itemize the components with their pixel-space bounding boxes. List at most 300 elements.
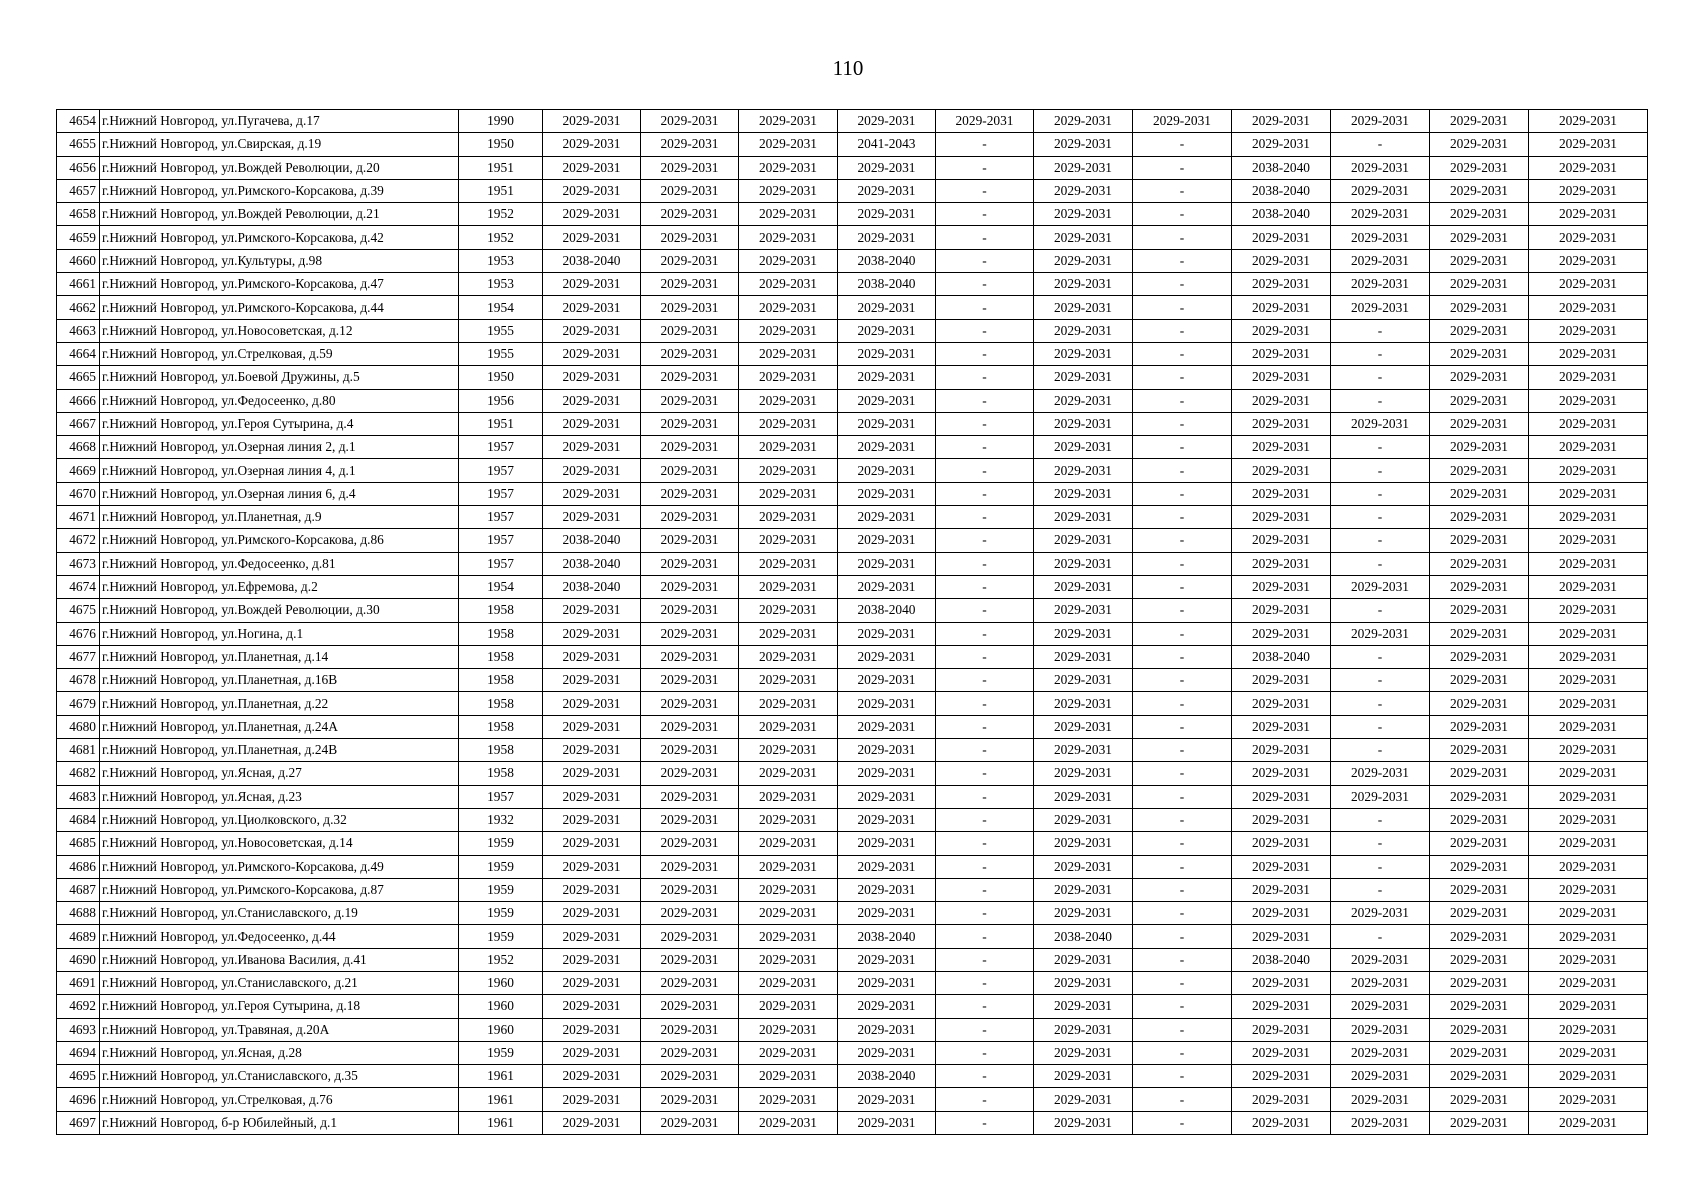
- period-cell-8: 2029-2031: [1232, 436, 1331, 459]
- period-cell-10: 2029-2031: [1430, 203, 1529, 226]
- table-row: [57, 203, 1648, 226]
- year-built-cell: 1950: [459, 133, 543, 156]
- period-cell-7: -: [1133, 529, 1232, 552]
- address-cell: г.Нижний Новгород, ул.Федосеенко, д.80: [100, 389, 459, 412]
- table-row: [57, 459, 1648, 482]
- period-cell-11: 2029-2031: [1529, 1088, 1648, 1111]
- period-cell-1: 2038-2040: [543, 552, 641, 575]
- period-cell-8: 2029-2031: [1232, 1088, 1331, 1111]
- address-cell: г.Нижний Новгород, ул.Федосеенко, д.44: [100, 925, 459, 948]
- period-cell-7: -: [1133, 715, 1232, 738]
- period-cell-8: 2029-2031: [1232, 785, 1331, 808]
- year-built-cell: 1958: [459, 739, 543, 762]
- period-cell-6: 2029-2031: [1034, 1018, 1133, 1041]
- period-cell-9: -: [1331, 389, 1430, 412]
- address-cell: г.Нижний Новгород, ул.Вождей Революции, д.20: [100, 156, 459, 179]
- period-cell-5: -: [936, 645, 1034, 668]
- period-cell-2: 2029-2031: [641, 296, 739, 319]
- period-cell-2: 2029-2031: [641, 1111, 739, 1134]
- year-built-cell: 1957: [459, 552, 543, 575]
- table-row: [57, 645, 1648, 668]
- period-cell-6: 2029-2031: [1034, 273, 1133, 296]
- period-cell-11: 2029-2031: [1529, 366, 1648, 389]
- period-cell-3: 2029-2031: [739, 948, 838, 971]
- period-cell-4: 2029-2031: [838, 110, 936, 133]
- period-cell-8: 2029-2031: [1232, 855, 1331, 878]
- row-number-cell: 4686: [57, 855, 100, 878]
- table-row: [57, 692, 1648, 715]
- row-number-cell: 4676: [57, 622, 100, 645]
- table-row: [57, 808, 1648, 831]
- period-cell-7: -: [1133, 156, 1232, 179]
- period-cell-6: 2029-2031: [1034, 249, 1133, 272]
- period-cell-7: -: [1133, 948, 1232, 971]
- period-cell-4: 2029-2031: [838, 436, 936, 459]
- period-cell-8: 2029-2031: [1232, 622, 1331, 645]
- period-cell-1: 2029-2031: [543, 762, 641, 785]
- period-cell-11: 2029-2031: [1529, 995, 1648, 1018]
- address-cell: г.Нижний Новгород, ул.Планетная, д.24А: [100, 715, 459, 738]
- period-cell-10: 2029-2031: [1430, 529, 1529, 552]
- period-cell-1: 2029-2031: [543, 808, 641, 831]
- period-cell-7: -: [1133, 1041, 1232, 1064]
- period-cell-7: -: [1133, 273, 1232, 296]
- period-cell-10: 2029-2031: [1430, 1018, 1529, 1041]
- period-cell-5: -: [936, 599, 1034, 622]
- period-cell-2: 2029-2031: [641, 902, 739, 925]
- table-row: [57, 389, 1648, 412]
- address-cell: г.Нижний Новгород, ул.Римского-Корсакова, д.49: [100, 855, 459, 878]
- row-number-cell: 4656: [57, 156, 100, 179]
- year-built-cell: 1957: [459, 529, 543, 552]
- period-cell-2: 2029-2031: [641, 832, 739, 855]
- period-cell-5: -: [936, 1065, 1034, 1088]
- period-cell-6: 2029-2031: [1034, 645, 1133, 668]
- table-row: [57, 575, 1648, 598]
- period-cell-1: 2029-2031: [543, 739, 641, 762]
- period-cell-5: -: [936, 226, 1034, 249]
- period-cell-8: 2029-2031: [1232, 249, 1331, 272]
- period-cell-7: -: [1133, 319, 1232, 342]
- period-cell-1: 2029-2031: [543, 902, 641, 925]
- address-cell: г.Нижний Новгород, ул.Римского-Корсакова, д.44: [100, 296, 459, 319]
- address-cell: г.Нижний Новгород, ул.Планетная, д.16В: [100, 669, 459, 692]
- period-cell-3: 2029-2031: [739, 995, 838, 1018]
- period-cell-6: 2029-2031: [1034, 948, 1133, 971]
- period-cell-4: 2029-2031: [838, 156, 936, 179]
- period-cell-3: 2029-2031: [739, 925, 838, 948]
- period-cell-5: -: [936, 506, 1034, 529]
- period-cell-5: -: [936, 319, 1034, 342]
- period-cell-8: 2029-2031: [1232, 925, 1331, 948]
- period-cell-6: 2029-2031: [1034, 971, 1133, 994]
- period-cell-5: -: [936, 739, 1034, 762]
- period-cell-9: -: [1331, 342, 1430, 365]
- period-cell-7: -: [1133, 436, 1232, 459]
- period-cell-2: 2029-2031: [641, 855, 739, 878]
- period-cell-5: -: [936, 622, 1034, 645]
- period-cell-7: -: [1133, 832, 1232, 855]
- row-number-cell: 4693: [57, 1018, 100, 1041]
- year-built-cell: 1950: [459, 366, 543, 389]
- period-cell-11: 2029-2031: [1529, 878, 1648, 901]
- period-cell-1: 2029-2031: [543, 389, 641, 412]
- period-cell-7: -: [1133, 902, 1232, 925]
- period-cell-9: 2029-2031: [1331, 1111, 1430, 1134]
- period-cell-8: 2029-2031: [1232, 366, 1331, 389]
- period-cell-1: 2029-2031: [543, 296, 641, 319]
- period-cell-6: 2029-2031: [1034, 832, 1133, 855]
- address-cell: г.Нижний Новгород, ул.Станиславского, д.21: [100, 971, 459, 994]
- period-cell-4: 2029-2031: [838, 995, 936, 1018]
- table-row: [57, 1111, 1648, 1134]
- period-cell-3: 2029-2031: [739, 506, 838, 529]
- period-cell-7: -: [1133, 226, 1232, 249]
- period-cell-5: -: [936, 552, 1034, 575]
- year-built-cell: 1959: [459, 878, 543, 901]
- period-cell-10: 2029-2031: [1430, 971, 1529, 994]
- period-cell-8: 2029-2031: [1232, 575, 1331, 598]
- period-cell-4: 2029-2031: [838, 948, 936, 971]
- period-cell-3: 2029-2031: [739, 599, 838, 622]
- period-cell-2: 2029-2031: [641, 692, 739, 715]
- period-cell-9: 2029-2031: [1331, 622, 1430, 645]
- period-cell-3: 2029-2031: [739, 552, 838, 575]
- period-cell-11: 2029-2031: [1529, 319, 1648, 342]
- period-cell-8: 2029-2031: [1232, 995, 1331, 1018]
- period-cell-7: -: [1133, 1065, 1232, 1088]
- period-cell-1: 2029-2031: [543, 1088, 641, 1111]
- period-cell-9: 2029-2031: [1331, 412, 1430, 435]
- period-cell-4: 2029-2031: [838, 1018, 936, 1041]
- period-cell-7: -: [1133, 855, 1232, 878]
- row-number-cell: 4689: [57, 925, 100, 948]
- address-cell: г.Нижний Новгород, ул.Культуры, д.98: [100, 249, 459, 272]
- period-cell-7: -: [1133, 203, 1232, 226]
- address-cell: г.Нижний Новгород, ул.Травяная, д.20А: [100, 1018, 459, 1041]
- period-cell-5: 2029-2031: [936, 110, 1034, 133]
- table-row: [57, 366, 1648, 389]
- table-body: [57, 110, 1648, 1135]
- year-built-cell: 1955: [459, 319, 543, 342]
- period-cell-1: 2038-2040: [543, 529, 641, 552]
- year-built-cell: 1960: [459, 995, 543, 1018]
- period-cell-5: -: [936, 995, 1034, 1018]
- table-row: [57, 785, 1648, 808]
- row-number-cell: 4657: [57, 179, 100, 202]
- period-cell-10: 2029-2031: [1430, 482, 1529, 505]
- period-cell-10: 2029-2031: [1430, 319, 1529, 342]
- period-cell-7: -: [1133, 739, 1232, 762]
- period-cell-8: 2029-2031: [1232, 1065, 1331, 1088]
- period-cell-4: 2029-2031: [838, 832, 936, 855]
- period-cell-7: -: [1133, 459, 1232, 482]
- table-row: [57, 948, 1648, 971]
- row-number-cell: 4692: [57, 995, 100, 1018]
- address-cell: г.Нижний Новгород, ул.Федосеенко, д.81: [100, 552, 459, 575]
- period-cell-11: 2029-2031: [1529, 808, 1648, 831]
- period-cell-4: 2038-2040: [838, 599, 936, 622]
- period-cell-6: 2029-2031: [1034, 436, 1133, 459]
- period-cell-5: -: [936, 249, 1034, 272]
- period-cell-1: 2029-2031: [543, 412, 641, 435]
- period-cell-3: 2029-2031: [739, 366, 838, 389]
- address-cell: г.Нижний Новгород, ул.Героя Сутырина, д.18: [100, 995, 459, 1018]
- period-cell-1: 2038-2040: [543, 249, 641, 272]
- period-cell-2: 2029-2031: [641, 762, 739, 785]
- period-cell-6: 2038-2040: [1034, 925, 1133, 948]
- period-cell-4: 2029-2031: [838, 855, 936, 878]
- address-cell: г.Нижний Новгород, ул.Станиславского, д.19: [100, 902, 459, 925]
- period-cell-2: 2029-2031: [641, 110, 739, 133]
- address-cell: г.Нижний Новгород, ул.Героя Сутырина, д.4: [100, 412, 459, 435]
- period-cell-5: -: [936, 389, 1034, 412]
- period-cell-3: 2029-2031: [739, 296, 838, 319]
- period-cell-3: 2029-2031: [739, 342, 838, 365]
- period-cell-6: 2029-2031: [1034, 412, 1133, 435]
- period-cell-8: 2029-2031: [1232, 226, 1331, 249]
- period-cell-3: 2029-2031: [739, 971, 838, 994]
- period-cell-2: 2029-2031: [641, 366, 739, 389]
- period-cell-9: 2029-2031: [1331, 1041, 1430, 1064]
- period-cell-8: 2029-2031: [1232, 715, 1331, 738]
- address-cell: г.Нижний Новгород, б-р Юбилейный, д.1: [100, 1111, 459, 1134]
- row-number-cell: 4665: [57, 366, 100, 389]
- period-cell-1: 2029-2031: [543, 832, 641, 855]
- table-row: [57, 1088, 1648, 1111]
- period-cell-4: 2029-2031: [838, 226, 936, 249]
- period-cell-1: 2029-2031: [543, 692, 641, 715]
- address-cell: г.Нижний Новгород, ул.Новосоветская, д.14: [100, 832, 459, 855]
- period-cell-2: 2029-2031: [641, 785, 739, 808]
- period-cell-6: 2029-2031: [1034, 762, 1133, 785]
- period-cell-10: 2029-2031: [1430, 692, 1529, 715]
- period-cell-1: 2029-2031: [543, 273, 641, 296]
- period-cell-5: -: [936, 366, 1034, 389]
- year-built-cell: 1960: [459, 971, 543, 994]
- address-cell: г.Нижний Новгород, ул.Римского-Корсакова, д.87: [100, 878, 459, 901]
- address-cell: г.Нижний Новгород, ул.Планетная, д.14: [100, 645, 459, 668]
- period-cell-4: 2029-2031: [838, 692, 936, 715]
- table-row: [57, 529, 1648, 552]
- row-number-cell: 4695: [57, 1065, 100, 1088]
- period-cell-8: 2029-2031: [1232, 902, 1331, 925]
- period-cell-2: 2029-2031: [641, 1018, 739, 1041]
- year-built-cell: 1952: [459, 948, 543, 971]
- period-cell-8: 2029-2031: [1232, 971, 1331, 994]
- row-number-cell: 4671: [57, 506, 100, 529]
- period-cell-2: 2029-2031: [641, 948, 739, 971]
- table-row: [57, 971, 1648, 994]
- period-cell-3: 2029-2031: [739, 110, 838, 133]
- year-built-cell: 1961: [459, 1088, 543, 1111]
- period-cell-10: 2029-2031: [1430, 762, 1529, 785]
- period-cell-8: 2029-2031: [1232, 133, 1331, 156]
- period-cell-4: 2029-2031: [838, 1088, 936, 1111]
- period-cell-11: 2029-2031: [1529, 1065, 1648, 1088]
- period-cell-7: -: [1133, 995, 1232, 1018]
- period-cell-7: -: [1133, 389, 1232, 412]
- table-row: [57, 902, 1648, 925]
- period-cell-5: -: [936, 832, 1034, 855]
- year-built-cell: 1951: [459, 179, 543, 202]
- row-number-cell: 4687: [57, 878, 100, 901]
- period-cell-11: 2029-2031: [1529, 389, 1648, 412]
- row-number-cell: 4669: [57, 459, 100, 482]
- period-cell-3: 2029-2031: [739, 179, 838, 202]
- period-cell-8: 2029-2031: [1232, 599, 1331, 622]
- table-row: [57, 133, 1648, 156]
- year-built-cell: 1952: [459, 203, 543, 226]
- period-cell-1: 2029-2031: [543, 948, 641, 971]
- period-cell-9: 2029-2031: [1331, 226, 1430, 249]
- period-cell-7: -: [1133, 599, 1232, 622]
- table-row: [57, 1041, 1648, 1064]
- period-cell-2: 2029-2031: [641, 506, 739, 529]
- address-cell: г.Нижний Новгород, ул.Вождей Революции, д.30: [100, 599, 459, 622]
- period-cell-7: -: [1133, 808, 1232, 831]
- address-cell: г.Нижний Новгород, ул.Римского-Корсакова, д.86: [100, 529, 459, 552]
- period-cell-4: 2029-2031: [838, 203, 936, 226]
- year-built-cell: 1955: [459, 342, 543, 365]
- page-number: 110: [832, 56, 864, 80]
- period-cell-7: -: [1133, 669, 1232, 692]
- period-cell-5: -: [936, 133, 1034, 156]
- period-cell-2: 2029-2031: [641, 1088, 739, 1111]
- period-cell-10: 2029-2031: [1430, 459, 1529, 482]
- period-cell-7: -: [1133, 552, 1232, 575]
- period-cell-9: -: [1331, 506, 1430, 529]
- period-cell-8: 2029-2031: [1232, 692, 1331, 715]
- row-number-cell: 4683: [57, 785, 100, 808]
- period-cell-2: 2029-2031: [641, 342, 739, 365]
- row-number-cell: 4663: [57, 319, 100, 342]
- period-cell-6: 2029-2031: [1034, 1088, 1133, 1111]
- year-built-cell: 1961: [459, 1111, 543, 1134]
- period-cell-10: 2029-2031: [1430, 575, 1529, 598]
- period-cell-7: 2029-2031: [1133, 110, 1232, 133]
- period-cell-11: 2029-2031: [1529, 249, 1648, 272]
- row-number-cell: 4678: [57, 669, 100, 692]
- period-cell-5: -: [936, 785, 1034, 808]
- period-cell-2: 2029-2031: [641, 529, 739, 552]
- row-number-cell: 4684: [57, 808, 100, 831]
- year-built-cell: 1958: [459, 715, 543, 738]
- period-cell-11: 2029-2031: [1529, 715, 1648, 738]
- period-cell-7: -: [1133, 506, 1232, 529]
- period-cell-9: 2029-2031: [1331, 785, 1430, 808]
- period-cell-5: -: [936, 412, 1034, 435]
- table-row: [57, 599, 1648, 622]
- address-cell: г.Нижний Новгород, ул.Боевой Дружины, д.5: [100, 366, 459, 389]
- period-cell-9: 2029-2031: [1331, 902, 1430, 925]
- period-cell-9: -: [1331, 808, 1430, 831]
- period-cell-6: 2029-2031: [1034, 179, 1133, 202]
- year-built-cell: 1954: [459, 296, 543, 319]
- period-cell-7: -: [1133, 785, 1232, 808]
- period-cell-10: 2029-2031: [1430, 226, 1529, 249]
- period-cell-9: -: [1331, 925, 1430, 948]
- period-cell-8: 2029-2031: [1232, 1018, 1331, 1041]
- table-row: [57, 715, 1648, 738]
- period-cell-8: 2038-2040: [1232, 156, 1331, 179]
- period-cell-2: 2029-2031: [641, 203, 739, 226]
- period-cell-2: 2029-2031: [641, 1065, 739, 1088]
- period-cell-1: 2029-2031: [543, 319, 641, 342]
- period-cell-3: 2029-2031: [739, 133, 838, 156]
- period-cell-3: 2029-2031: [739, 645, 838, 668]
- period-cell-7: -: [1133, 692, 1232, 715]
- period-cell-9: 2029-2031: [1331, 273, 1430, 296]
- period-cell-10: 2029-2031: [1430, 389, 1529, 412]
- period-cell-1: 2029-2031: [543, 156, 641, 179]
- period-cell-7: -: [1133, 762, 1232, 785]
- period-cell-6: 2029-2031: [1034, 226, 1133, 249]
- period-cell-3: 2029-2031: [739, 459, 838, 482]
- period-cell-9: 2029-2031: [1331, 156, 1430, 179]
- address-cell: г.Нижний Новгород, ул.Пугачева, д.17: [100, 110, 459, 133]
- period-cell-10: 2029-2031: [1430, 739, 1529, 762]
- period-cell-4: 2029-2031: [838, 645, 936, 668]
- period-cell-8: 2038-2040: [1232, 179, 1331, 202]
- address-cell: г.Нижний Новгород, ул.Ногина, д.1: [100, 622, 459, 645]
- row-number-cell: 4668: [57, 436, 100, 459]
- period-cell-2: 2029-2031: [641, 179, 739, 202]
- period-cell-6: 2029-2031: [1034, 482, 1133, 505]
- period-cell-4: 2029-2031: [838, 506, 936, 529]
- table-row: [57, 995, 1648, 1018]
- period-cell-1: 2029-2031: [543, 622, 641, 645]
- period-cell-2: 2029-2031: [641, 575, 739, 598]
- period-cell-9: 2029-2031: [1331, 575, 1430, 598]
- period-cell-6: 2029-2031: [1034, 133, 1133, 156]
- period-cell-3: 2029-2031: [739, 785, 838, 808]
- period-cell-5: -: [936, 762, 1034, 785]
- period-cell-11: 2029-2031: [1529, 948, 1648, 971]
- period-cell-8: 2029-2031: [1232, 739, 1331, 762]
- period-cell-1: 2029-2031: [543, 1018, 641, 1041]
- table-row: [57, 925, 1648, 948]
- table-row: [57, 878, 1648, 901]
- period-cell-10: 2029-2031: [1430, 273, 1529, 296]
- period-cell-9: 2029-2031: [1331, 971, 1430, 994]
- period-cell-3: 2029-2031: [739, 156, 838, 179]
- period-cell-8: 2029-2031: [1232, 1041, 1331, 1064]
- period-cell-2: 2029-2031: [641, 878, 739, 901]
- period-cell-8: 2029-2031: [1232, 552, 1331, 575]
- period-cell-10: 2029-2031: [1430, 785, 1529, 808]
- period-cell-1: 2029-2031: [543, 342, 641, 365]
- period-cell-10: 2029-2031: [1430, 412, 1529, 435]
- period-cell-4: 2029-2031: [838, 669, 936, 692]
- period-cell-9: 2029-2031: [1331, 1018, 1430, 1041]
- period-cell-7: -: [1133, 412, 1232, 435]
- period-cell-11: 2029-2031: [1529, 762, 1648, 785]
- period-cell-3: 2029-2031: [739, 902, 838, 925]
- period-cell-3: 2029-2031: [739, 203, 838, 226]
- address-cell: г.Нижний Новгород, ул.Стрелковая, д.76: [100, 1088, 459, 1111]
- period-cell-11: 2029-2031: [1529, 529, 1648, 552]
- period-cell-9: -: [1331, 366, 1430, 389]
- row-number-cell: 4675: [57, 599, 100, 622]
- period-cell-10: 2029-2031: [1430, 110, 1529, 133]
- period-cell-2: 2029-2031: [641, 226, 739, 249]
- table-row: [57, 855, 1648, 878]
- period-cell-10: 2029-2031: [1430, 715, 1529, 738]
- row-number-cell: 4664: [57, 342, 100, 365]
- period-cell-4: 2029-2031: [838, 319, 936, 342]
- period-cell-3: 2029-2031: [739, 226, 838, 249]
